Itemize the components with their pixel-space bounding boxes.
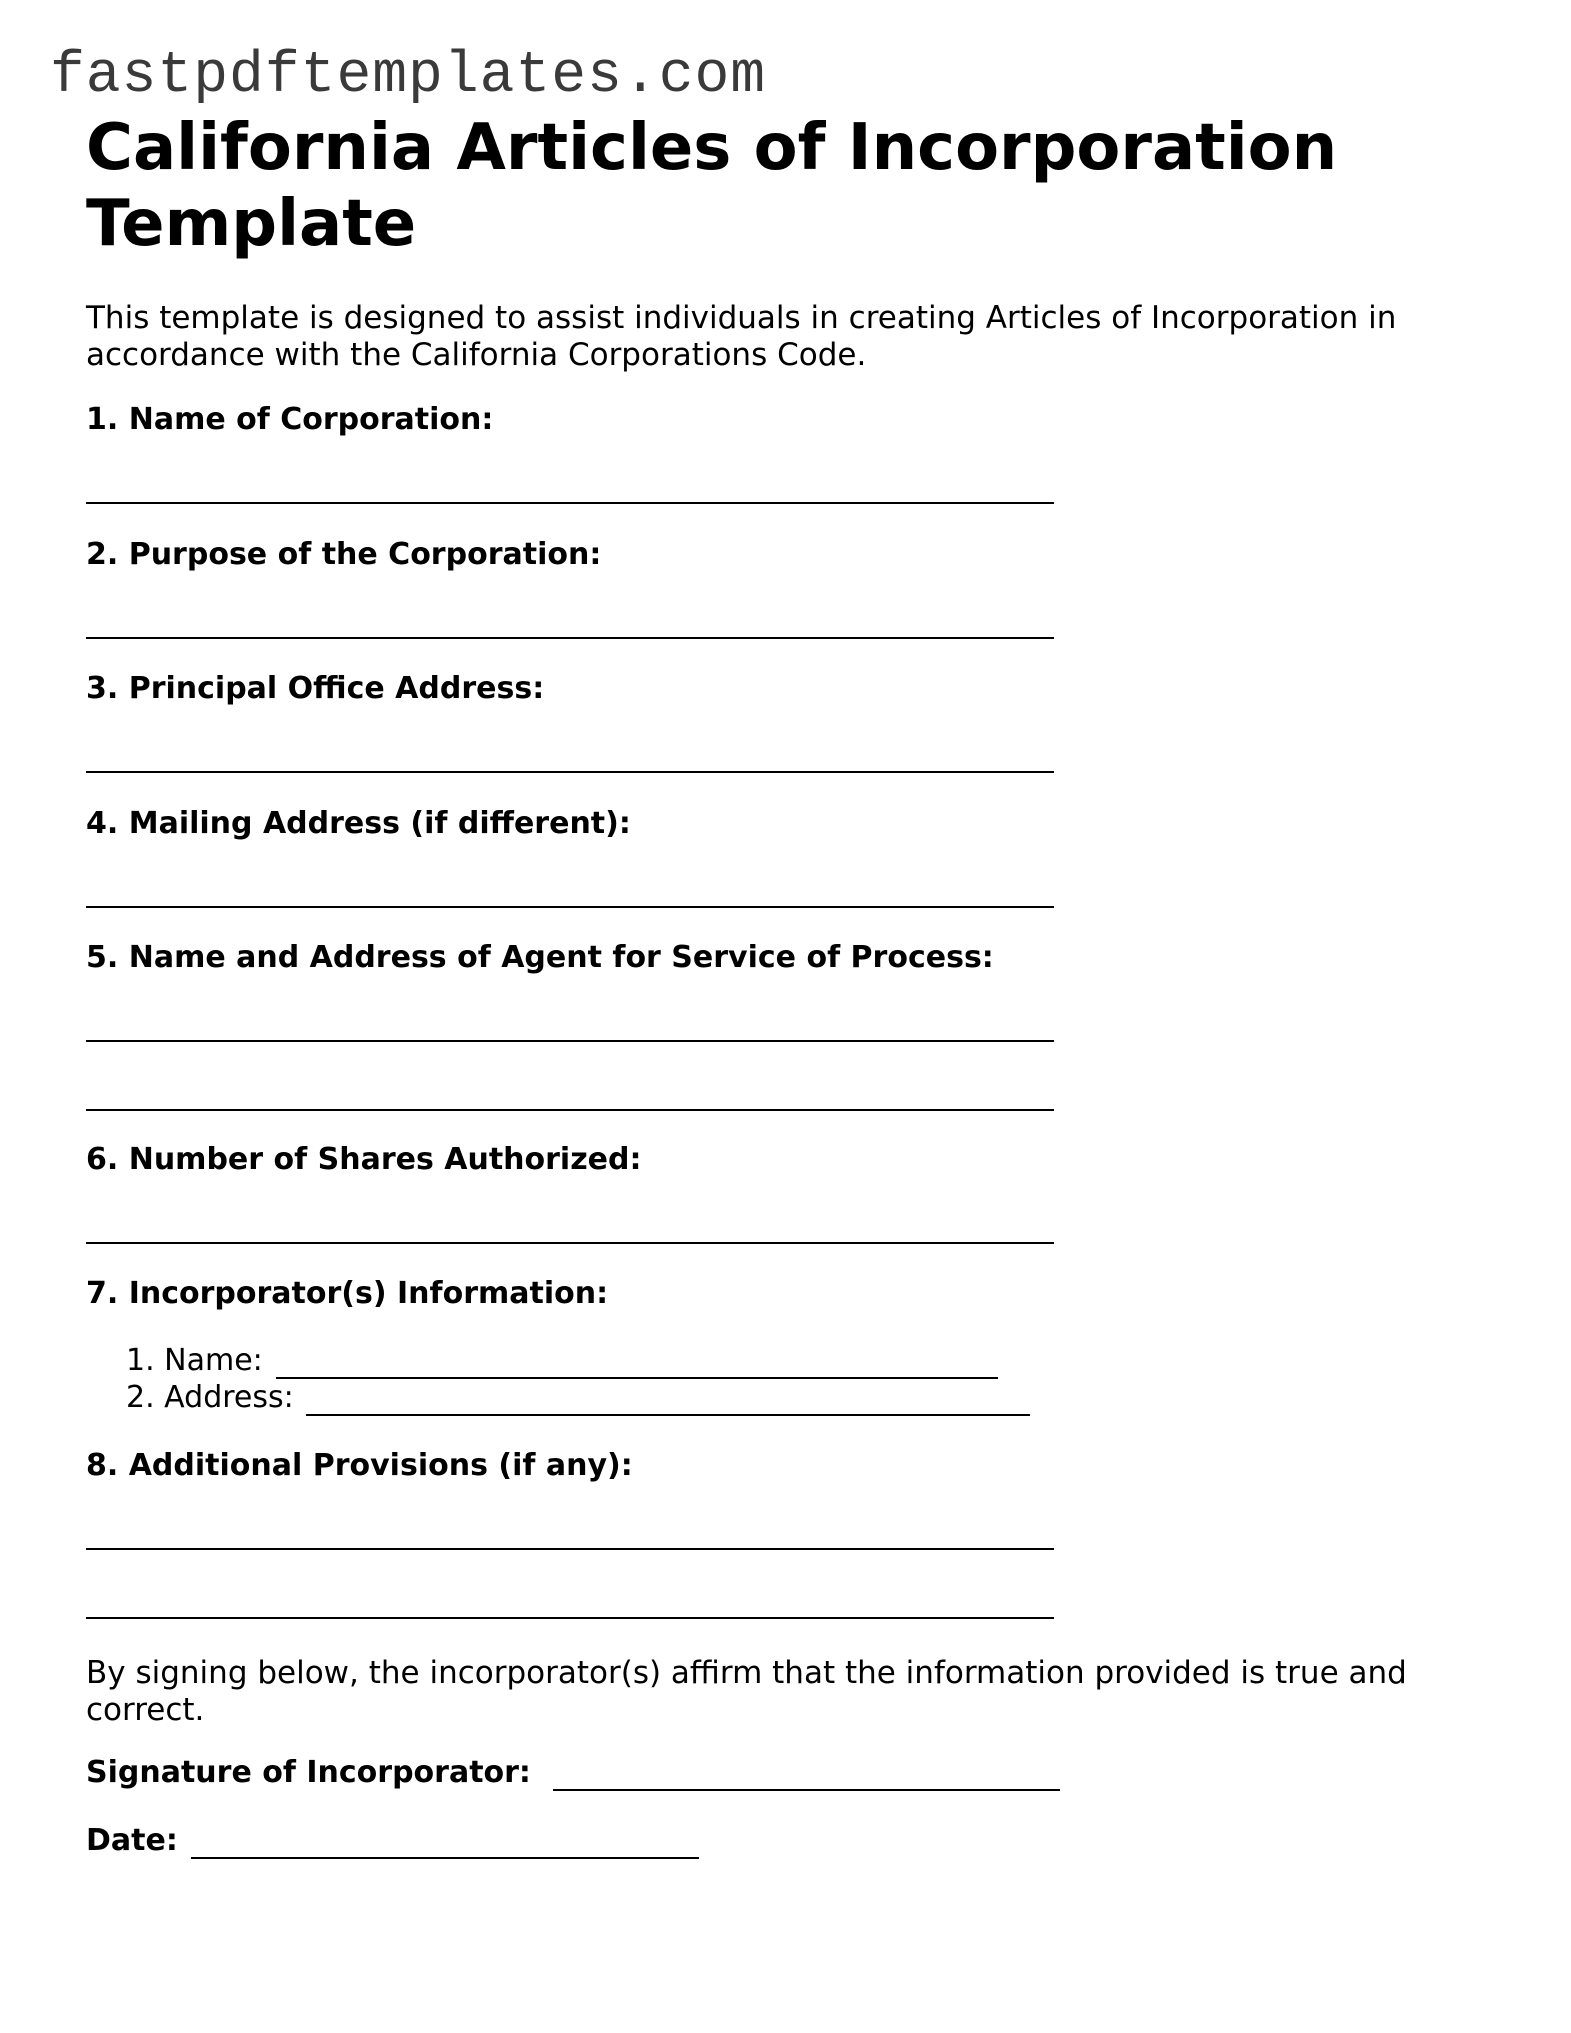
signature-field[interactable] [553, 1789, 1060, 1791]
date-field[interactable] [191, 1857, 699, 1859]
date-label: Date: [86, 1823, 178, 1858]
mailing-address-field[interactable] [86, 906, 1054, 908]
list-number: 1. [126, 1343, 155, 1378]
field-label-purpose: 2. Purpose of the Corporation: [86, 537, 602, 572]
field-label-shares: 6. Number of Shares Authorized: [86, 1142, 642, 1177]
field-label-mailing-address: 4. Mailing Address (if different): [86, 806, 631, 841]
watermark-logo: fastpdftemplates.com [50, 44, 767, 109]
provisions-field-line-2[interactable] [86, 1617, 1054, 1619]
field-label-agent: 5. Name and Address of Agent for Service of Process: [86, 940, 994, 975]
signature-label: Signature of Incorporator: [86, 1755, 531, 1790]
field-label-provisions: 8. Additional Provisions (if any): [86, 1448, 633, 1483]
incorporator-name-field[interactable] [276, 1377, 998, 1379]
agent-field-line-1[interactable] [86, 1040, 1054, 1042]
corporation-name-field[interactable] [86, 502, 1054, 504]
purpose-field[interactable] [86, 637, 1054, 639]
list-number: 2. [126, 1380, 155, 1415]
incorporator-address-label: Address: [164, 1380, 294, 1415]
provisions-field-line-1[interactable] [86, 1548, 1054, 1550]
incorporator-name-item [126, 1343, 263, 1379]
principal-office-field[interactable] [86, 771, 1054, 773]
intro-text: This template is designed to assist individuals in creating Articles of Incorporation in accordance with the California Corporations Code. [86, 300, 1397, 373]
incorporator-address-field[interactable] [306, 1414, 1030, 1416]
agent-field-line-2[interactable] [86, 1109, 1054, 1111]
affirmation-text: By signing below, the incorporator(s) affirm that the information provided is true and correct. [86, 1655, 1407, 1728]
incorporator-address-item [126, 1380, 294, 1416]
shares-field[interactable] [86, 1242, 1054, 1244]
page-title: California Articles of Incorporation Template [86, 111, 1338, 261]
field-label-incorporators: 7. Incorporator(s) Information: [86, 1276, 609, 1311]
incorporator-name-label: Name: [164, 1343, 263, 1378]
field-label-principal-office: 3. Principal Office Address: [86, 671, 545, 706]
field-label-corporation-name: 1. Name of Corporation: [86, 402, 494, 437]
